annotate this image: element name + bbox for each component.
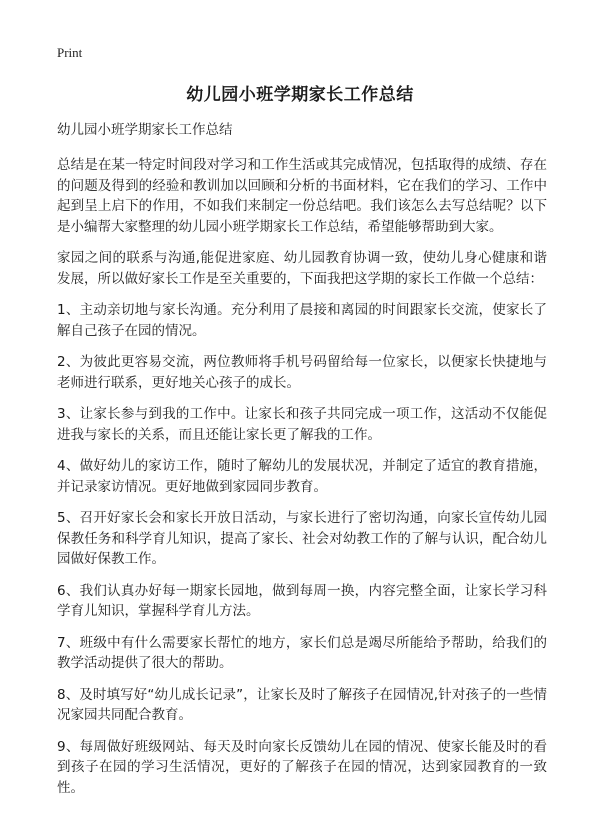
document-body (57, 120, 547, 809)
paragraph-item-6: 6、我们认真办好每一期家长园地，做到每周一换，内容完整全面，让家长学习科学育儿知识，掌握科学育儿方法。 (57, 582, 547, 619)
paragraph-item-5: 5、召开好家长会和家长开放日活动，与家长进行了密切沟通，向家长宣传幼儿园保教任务和科学育儿知识，提高了家长、社会对幼教工作的了解与认识，配合幼儿园做好保教工作。 (57, 510, 547, 567)
paragraph-item-9: 9、每周做好班级网站、每天及时向家长反馈幼儿在园的情况、使家长能及时的看到孩子在园的学习生活情况，更好的了解孩子在园的情况，达到家园教育的一致性。 (57, 738, 547, 796)
paragraph-item-4: 4、做好幼儿的家访工作，随时了解幼儿的发展状况，并制定了适宜的教育措施，并记录家访情况。更好地做到家园同步教育。 (57, 458, 547, 495)
paragraph-item-8: 8、及时填写好“幼儿成长记录”，让家长及时了解孩子在园情况,针对孩子的一些情况家园共同配合教育。 (57, 686, 547, 723)
paragraph-item-7: 7、班级中有什么需要家长帮忙的地方，家长们总是竭尽所能给予帮助，给我们的教学活动提供了很大的帮助。 (57, 634, 547, 671)
document-title: 幼儿园小班学期家长工作总结 (186, 85, 414, 105)
paragraph-item-2: 2、为彼此更容易交流，两位教师将手机号码留给每一位家长，以便家长快捷地与老师进行联系，更好地关心孩子的成长。 (57, 354, 547, 391)
paragraph-item-1: 1、主动亲切地与家长沟通。充分利用了晨接和离园的时间跟家长交流，使家长了解自己孩子在园的情况。 (57, 302, 547, 339)
paragraph-intro: 总结是在某一特定时间段对学习和工作生活或其完成情况，包括取得的成绩、存在的问题及得到的经验和教训加以回顾和分析的书面材料，它在我们的学习、工作中起到呈上启下的作用，不如我们来制定一份总结吧。我们该怎么去写总结呢？以下是小编帮大家整理的幼儿园小班学期家长工作总结，希望能够帮助到大家。 (57, 157, 547, 235)
print-link[interactable]: Print (57, 45, 83, 60)
document-subtitle: 幼儿园小班学期家长工作总结 (57, 122, 233, 138)
paragraph-item-3: 3、让家长参与到我的工作中。让家长和孩子共同完成一项工作，这活动不仅能促进我与家长的关系，而且还能让家长更了解我的工作。 (57, 406, 547, 443)
paragraph-overview: 家园之间的联系与沟通,能促进家庭、幼儿园教育协调一致，使幼儿身心健康和谐发展，所以做好家长工作是至关重要的，下面我把这学期的家长工作做一个总结： (57, 250, 547, 287)
